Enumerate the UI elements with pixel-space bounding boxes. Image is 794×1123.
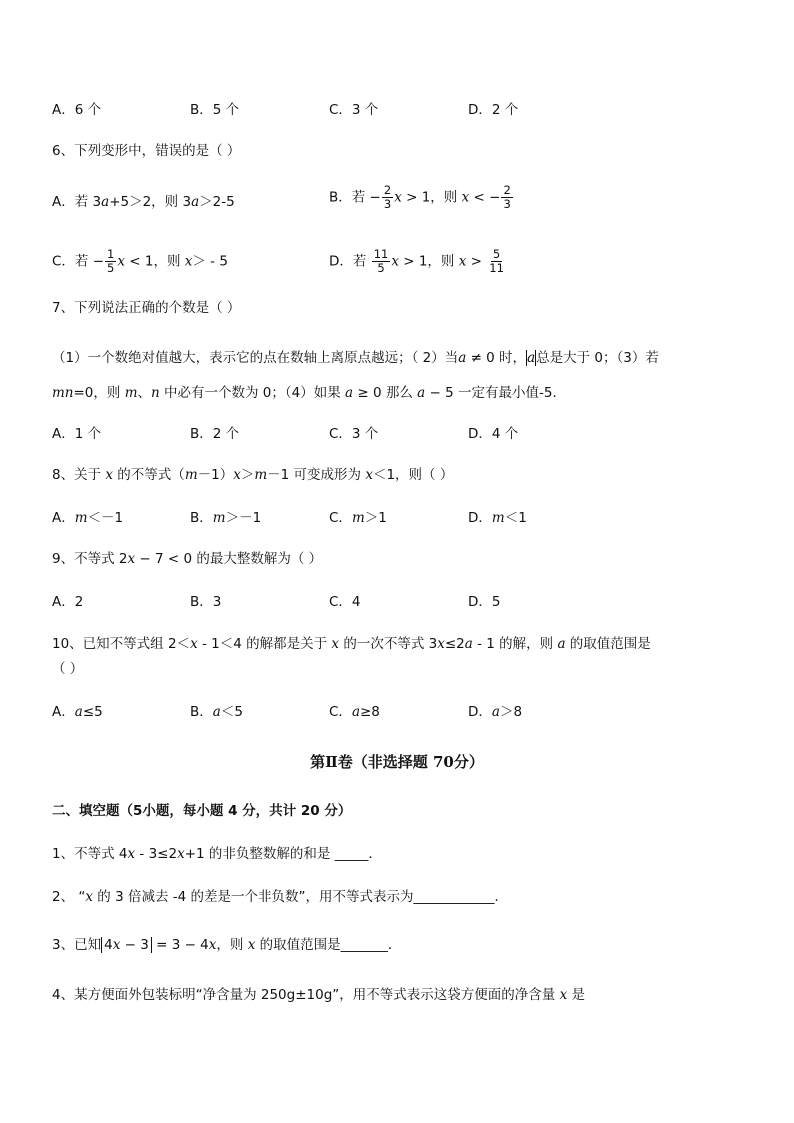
- q10-option-a: A．a≤5: [52, 704, 103, 720]
- fill-question-2: 2、 “x 的 3 倍减去 -4 的差是一个非负数”，用不等式表示为____________．: [52, 889, 508, 905]
- q7-option-d: D．4 个: [468, 426, 519, 442]
- q9-option-b: B．3: [190, 594, 222, 610]
- q10-option-b: B．a＜5: [190, 704, 243, 720]
- fill-question-1: 1、不等式 4x - 3≤2x+1 的非负整数解的和是 _____．: [52, 846, 382, 862]
- q7-statement-line1: （1）一个数绝对值越大，表示它的点在数轴上离原点越远；（ 2）当a ≠ 0 时，a总是大于 0；（3）若: [52, 350, 659, 366]
- section2-title: 二、填空题（5小题，每小题 4 分，共计 20 分）: [52, 803, 352, 819]
- q8-option-b: B．m＞－1: [190, 510, 262, 526]
- q5-option-a: A．6 个: [52, 102, 102, 118]
- q6-option-a: A．若 3a+5＞2，则 3a＞2-5: [52, 194, 235, 210]
- q10-stem: 10、已知不等式组 2＜x - 1＜4 的解都是关于 x 的一次不等式 3x≤2a - 1 的解，则 a 的取值范围是: [52, 636, 651, 652]
- q8-option-d: D．m＜1: [468, 510, 527, 526]
- fill-question-3: 3、已知 4x − 3 = 3 − 4x，则 x 的取值范围是_______．: [52, 937, 402, 953]
- q8-stem: 8、关于 x 的不等式（m－1）x＞m－1 可变成形为 x＜1，则（ ）: [52, 467, 454, 483]
- q6-option-d: D．若 $\frac{11}{5}$ x > 1，则 x > $\frac{5}{11}$: [329, 247, 504, 275]
- q6-option-c: C．若 − $\frac{1}{5}$ x < 1，则 x＞ - 5: [52, 247, 228, 275]
- q6-option-b: B．若 − $\frac{2}{3}$ x > 1，则 x < − $\frac{2}{3}$: [329, 183, 511, 211]
- q7-option-c: C．3 个: [329, 426, 379, 442]
- q10-option-d: D．a＞8: [468, 704, 523, 720]
- q9-option-a: A．2: [52, 594, 84, 610]
- q7-stem: 7、下列说法正确的个数是（ ）: [52, 300, 241, 316]
- q10-stem-bracket: （ ）: [52, 661, 84, 677]
- q6-stem: 6、下列变形中，错误的是（ ）: [52, 143, 241, 159]
- fill-question-4: 4、某方便面外包装标明“净含量为 250g±10g”，用不等式表示这袋方便面的净含量 x 是: [52, 987, 585, 1003]
- q8-option-c: C．m＞1: [329, 510, 387, 526]
- q10-option-c: C．a≥8: [329, 704, 380, 720]
- q7-statement-line2: mn=0，则 m、n 中必有一个数为 0；（4）如果 a ≥ 0 那么 a − 5 一定有最小值-5．: [52, 385, 566, 401]
- q7-option-a: A．1 个: [52, 426, 102, 442]
- q5-option-d: D．2 个: [468, 102, 519, 118]
- q9-option-d: D．5: [468, 594, 501, 610]
- q9-stem: 9、不等式 2x − 7 < 0 的最大整数解为（ ）: [52, 551, 323, 567]
- q7-option-b: B．2 个: [190, 426, 240, 442]
- q8-option-a: A．m＜－1: [52, 510, 124, 526]
- q5-option-c: C．3 个: [329, 102, 379, 118]
- q5-option-b: B．5 个: [190, 102, 240, 118]
- q9-option-c: C．4: [329, 594, 361, 610]
- part2-heading: 第Ⅱ卷（非选择题 70分）: [310, 753, 484, 771]
